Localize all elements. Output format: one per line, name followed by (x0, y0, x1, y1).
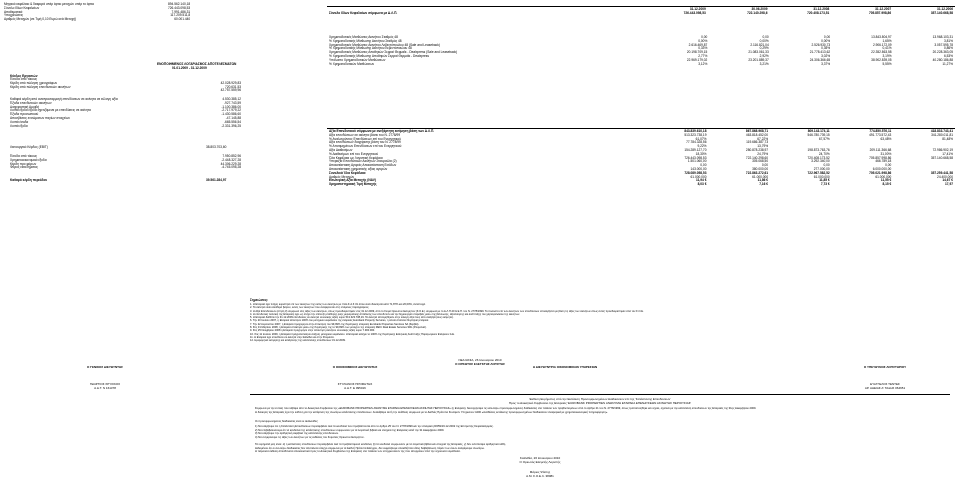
table-row (2, 18, 192, 22)
row-value: 13,79% (757, 144, 769, 149)
row-value: 60.001.440 (174, 17, 191, 22)
right-top-rule (327, 6, 955, 7)
row-value: 42.028.929,83 (220, 80, 241, 85)
report-name: Μάριος Ψάλτης (529, 470, 551, 474)
net-profit-value: 39.561.284,97 (206, 178, 227, 182)
row-value: 280.878.238,97 (745, 147, 769, 152)
row-value: 18,30% (695, 151, 707, 156)
row-value: 720.631,53 (225, 84, 241, 89)
row-value: 867.868.968,71 (745, 129, 769, 133)
row-value: 67,57% (818, 136, 830, 141)
row-value: 720.408.173,51 (807, 10, 830, 15)
row-value: 726.443.098,53 (168, 5, 191, 10)
row-value: 4.530.385,12 (222, 97, 241, 101)
row-label: Αριθμός Μετοχών (329, 174, 355, 179)
net-profit-label: Καθαρό κέρδη περιόδου (10, 178, 48, 182)
row-value: 2,77% (698, 53, 708, 58)
row-value: 8,03 € (697, 182, 707, 187)
row-label: % Αναλογούντος Επενδύσεων επί του Ενεργητικού (329, 136, 401, 141)
row-value: 67,22% (757, 136, 769, 141)
row-value: 61.000.000 (690, 174, 707, 179)
row-value: 0,00 (885, 163, 892, 168)
report-paragraph-1 (255, 407, 945, 414)
row-value: 61.000.000 (813, 174, 830, 179)
report-line: Η διοίκηση της Εταιρείας έχει την ευθύνη για την κατάρτιση της ανωτέρω κατάστασης επενδύσεων. Αναλάβαμε αυτή την ανάθεση σύμφωνα με το Διεθνές Πρότυπο Συναφών Υπηρεσιών 4400 «Αναθέσεις εκτέλεσης προσυμφωνημένων διαδικασιών αναφορικά με χρηματοοικονομική πληροφόρηση». (255, 410, 608, 414)
row-value: 17,41% (942, 151, 953, 156)
row-label: Χρηματοδοτικές Μισθώσεις Ακινήτου Σταθμός 48 (329, 35, 398, 39)
row-value: 11,27% (942, 61, 953, 66)
row-value: 809.143.174,11 (807, 129, 830, 133)
report-line: 1) Να ελέγξουμε ότι η Κατάσταση Επενδύσεων περιλαμβάνει όλα τα κονδύλια που προβλέπονται από το άρθρο 25 του Ν. 2778/1999 και την απόφαση 8/259/19.12.2002 της Επιτροπής Κεφαλαιαγοράς. (255, 425, 494, 428)
table-row (8, 166, 243, 170)
row-value: 20.198.709,15 (686, 50, 708, 55)
report-addressee: Προς το Διοικητικό Συμβούλιο της Εταιρείας 'EUROBANK PROPERTIES ΑΝΩΝΥΜΗ ΕΤΑΙΡΕΙΑ ΕΠΕΝΔΥΣΕΩΝ ΑΚΙΝΗΤΗΣ ΠΕΡΙΟΥΣΙΑΣ' (508, 401, 692, 405)
auditor-heading: Ο ΟΡΚΩΤΟΣ ΕΛΕΓΚΤΗΣ ΛΟΓΙΣΤΗΣ (455, 362, 505, 366)
row-value: 198.873.763,76 (807, 147, 830, 152)
row-value: 24,70% (818, 151, 830, 156)
row-value: 0,00 (823, 163, 830, 168)
row-value: 705.857.998,86 (869, 155, 892, 160)
row-value: 14,67 € (942, 178, 953, 183)
row-value: 119.686.387,73 (746, 140, 769, 145)
note-line: 3. Η Αξία Επενδύσεων (στήλη 3) σύμφωνα στις αξίες των ακινήτων, όπως προσδιορίστηκαν στις 31.12.2009, από το Σώμα Ορκωτών Εκτιμητών (Σ.Ο.Ε.) σύμφωνα με το Δ.Λ.Π.40 & Ε.Π. του Ν. 2778/1999. Το ποσοστό επί των ακινήτων των επενδύσεων υπολογίζεται με βάση τις αξίες των ακινήτων όπως αυτές προσδιορίστηκαν από τον Σ.Ο.Ε. (250, 309, 644, 313)
note-line: 8. Στις 31 Μαρτίου 2008, η Εταιρεία απέκτησε μέσω της θυγατρικής της το 99,99% των μετοχών της εταιρείας REIC Real Estate Services SRL (Ρουμανία). (250, 326, 427, 330)
row-value: 23.201.889,37 (748, 57, 769, 62)
row-label: Χρηματιστηριακή Τιμή Μετοχής (329, 182, 377, 187)
row-label: Σύνολο Ιδίων Κεφαλαίων (4, 5, 40, 10)
note-line: 11. Η Εταιρεία έχει επενδύσει σε ακίνητα στην Ελλάδα και στην Ρουμανία. (250, 335, 335, 339)
row-value: 209.111.366,68 (869, 147, 892, 152)
row-value: 11,55 € (880, 178, 892, 183)
row-value: 305.068,50 (752, 159, 769, 164)
row-value: 277.000,00 (813, 166, 830, 171)
note-line: 4. Η επενδυτική πολιτική της Εταιρείας έχει ως στόχο την επίτευξη σταθερής ροής μερισματικής απόδοσης των επενδυτών και την δημιουργία υπεραξίας μέσω της βελτίωσης, αξιοποίησης και ανάπτυξης του χαρτοφυλακίου της ακινήτων. (250, 312, 520, 316)
row-value: 722.863.272,61 (745, 170, 769, 175)
row-value: 21.778.413,62 (809, 50, 831, 55)
row-value: 3,21% (759, 61, 769, 66)
row-value: 357.140.668,58 (930, 10, 953, 15)
row-value: 0,41% (882, 46, 892, 51)
row-label: % Χρηματοδοτικής Μίσθωσης Ακινήτου Λεβεντόπουλου 48 (329, 46, 412, 51)
row-value: 2.906.172,09 (872, 42, 892, 47)
row-value: 1,65% (882, 38, 892, 43)
report-line: Τα ευρήματά μας είναι: α) η κατάσταση επενδύσεων περιλαμβάνει όλα τα προβλεπόμενα κονδύλια, β) τα κονδύλια συμφωνούν με τα λογιστικά βιβλία και στοιχεία της Εταιρείας, γ) δεν εντοπίσαμε αριθμητικά λάθη. (255, 443, 507, 446)
row-label: Αποσβέσεις ενσώματων παγίων στοιχείων (10, 115, 70, 120)
row-value: 3,02% (821, 53, 831, 58)
row-value: 774.850.576,11 (869, 129, 892, 133)
row-value: 40.280.186,88 (932, 57, 953, 62)
row-label: Υποχρεώσεις (4, 13, 23, 18)
row-value: 0,00 (761, 163, 769, 168)
row-value: -2.331.396,25 (221, 123, 241, 128)
row-label: Μητρικό κεφάλαιο & διαφορά υπέρ άρτιο μετοχών υπέρ το άρτιο (4, 2, 95, 6)
row-value: 2.116.821,04 (750, 42, 769, 47)
row-value: 17,97 (945, 182, 953, 187)
report-accountant: Ο Ορκωτός Ελεγκτής Λογιστής (519, 460, 561, 464)
row-value: -2.717.979,22 (221, 108, 241, 113)
row-value: 7.991.486,31 (171, 9, 191, 14)
row-value: -47.145,88 (225, 115, 241, 120)
row-value: 13.843.804,97 (871, 35, 892, 39)
row-value: 2.616.469,87 (688, 42, 708, 47)
row-label: Εσωτερική Αξία Μετοχής (NAV) (329, 178, 376, 183)
row-label: Διαχειριστική Αμοιβή (10, 104, 40, 109)
leases-table (327, 36, 955, 66)
row-value: 463.818.452,00 (745, 132, 769, 137)
row-label: Υπόλοιπο Χρηματοδοτικών Μισθώσεων (329, 57, 386, 62)
row-value: 546.780.739,15 (807, 132, 830, 137)
row-value: 0,00 (701, 35, 708, 39)
signature-id: ΑΡ. ΑΔΕΙΑΣ Α' ΤΑΞΗΣ 064651 (864, 386, 906, 390)
signature-title: Ο ΟΙΚΟΝΟΜΙΚΟΣ ΔΙΕΥΘΥΝΤΗΣ (332, 365, 378, 369)
report-line: Η παρούσα έκθεση απευθύνεται αποκλειστικά προς το Διοικητικό Συμβούλιο της Εταιρείας στο πλαίσιο των υποχρεώσεών της που απορρέουν από την ισχύουσα νομοθεσία. (255, 450, 461, 454)
row-value: 0,00% (698, 38, 708, 43)
note-line: 12. Ημερομηνία εκτίμησης και κατάρτισης της κατάστασης επενδύσεων 31.12.2009. (250, 339, 346, 343)
row-value: -1.430.586,60 (221, 112, 241, 117)
row-value: 726.443.098,53 (684, 155, 707, 160)
row-value: 72.986.902,19 (932, 147, 953, 152)
left-top-table (2, 3, 192, 22)
row-label: % Χρηματοδοτικής Μίσθωσης Αποθηκών Σερραί Θερμαϊκ - Dealxpress (329, 53, 429, 58)
row-label: Όλα Κεφάλαια ως Λογιστική Κεφάλαια (329, 155, 383, 160)
table-row (327, 183, 955, 187)
row-value: 513.323.738,19 (684, 132, 707, 137)
row-value: 20.228.363,05 (932, 50, 953, 55)
note-line: 6. Την 20 Ιουλίου 2007, η Εταιρεία απέκτησε 100% του μετοχικού κεφαλαίου της εταιρείας Eurobank Property Services, η οποία αποτελεί θυγατρική εταιρεία. (250, 319, 429, 323)
row-label: Σύνολο Ιδίων Κεφαλαίων σύμφωνα με Δ.Λ.Π. (329, 10, 398, 15)
row-label: Αξία Διαθεσίμων (329, 147, 353, 152)
place-date: ΝΕΑ ΙΩΝΙΑ, 26 Ιανουαρίου 2010 (458, 358, 502, 362)
row-label: % Αποτιμημένων Επενδύσεων επί του Ενεργητικού (329, 144, 402, 149)
row-value: 11,86 € (757, 178, 769, 183)
row-value: 44.306.229,28 (220, 161, 241, 166)
row-value: 357.140.668,58 (930, 155, 953, 160)
row-value: 24.306.366,65 (809, 57, 831, 62)
row-label: Χρηματοδοτικές Μισθώσεις Ακινήτου Λεβεντόπουλου 48 (Sale and Leaseback) (329, 42, 440, 47)
ebit-value: 38.803.703,60 (206, 145, 227, 149)
column-header: 31.12.2007 (875, 7, 892, 11)
notes-heading: Σημειώσεις: (250, 298, 269, 302)
row-value: 3,37% (821, 61, 831, 66)
row-value: 6,53% (943, 53, 953, 58)
note-line: 2. Τα ακίνητα είναι ελεύθερα βαρών, εκτός των ακινήτων που αναφέρονται στις επόμενες παραγράφους. (250, 306, 370, 310)
signature-title: Η ΔΙΕΥΘΥΝΤΡΙΑ ΟΙΚΟΝΟΜΙΚΩΝ ΥΠΗΡΕΣΙΩΝ (532, 365, 598, 369)
results-rows-expenses (8, 98, 243, 128)
row-value: 3,19% (882, 53, 892, 58)
row-label: Αποθεματικά (4, 9, 23, 14)
row-value: 7.950.852,96 (222, 154, 241, 158)
row-label: Συνολικά Ίδια Κεφάλαια (329, 170, 366, 175)
row-value: 0,00 (823, 35, 831, 39)
report-line: 4) Να συγκρίνουμε τις αξίες των ακινήτων με τις εκθέσεις του Σώματος Ορκωτών Εκτιμητών. (255, 435, 365, 439)
row-value: 61.000.000 (752, 174, 769, 179)
row-value: 0,00 (762, 35, 769, 39)
row-value: 31,00% (880, 151, 892, 156)
row-label: Κέρδη από πώληση χρεογράφων (10, 80, 58, 85)
row-label: Χρηματοοικονομικά έξοδα (10, 157, 47, 162)
row-value: 22.352.863,58 (871, 50, 892, 55)
row-value: -4.745.095,28 (221, 165, 241, 170)
row-label: Χρηματοδοτικές Μισθώσεις Αποθηκών Σερραί Θερμαϊκ - Dealxpress (Sale and Leaseback) (329, 50, 458, 55)
row-value: 0,00% (821, 38, 831, 43)
row-value: 0,29% (759, 46, 769, 51)
row-value: -1.100.386,00 (221, 104, 241, 109)
row-value: 843.839.610,18 (684, 129, 707, 133)
row-value: 7,16 € (759, 182, 769, 187)
row-label: Καθαρά κέρδη από αναπροσαρμογή επενδύσεων σε ακίνητα σε εύλογη αξία (10, 97, 118, 101)
row-label: % Χρηματοδοτικών Μισθώσεων (329, 61, 375, 66)
row-value: 22.969.179,02 (686, 57, 708, 62)
row-label: Αποκατάσταση χρηματικής αξίας αγορών (329, 166, 388, 171)
results-title: ΕΝΟΠΟΙΗΜΕΝΟΣ ΛΟΓΑΡΙΑΣΜΟΣ ΑΠΟΤΕΛΕΣΜΑΤΩΝ (157, 62, 237, 66)
note-line: 7. Την 22 Αυγούστου 2007, η Εταιρεία προχώρησε στην απόκτηση του 99,99% της θυγατρικής εταιρείας Eurobank Properties Services SA (Σερβία). (250, 322, 420, 326)
row-value: 24,79% (757, 151, 769, 156)
report-title: Έκθεση Ευρήματος από την Εκτέλεση Προσυμφωνημένων Διαδικασιών επί της 'Κατάστασης Επενδύσεων' (529, 397, 671, 401)
row-value: 6.000.000,00 (872, 166, 892, 171)
row-value: 720.408.173,52 (807, 155, 830, 160)
note-line: 1. Η Εταιρεία έχει πλήρη κυριότητα επί των ακινήτων της εκτός των ακινήτων με τίτλο Σ.Α.Σ 31 όπου είναι ιδιοκτησία κατά 71,87% και 20,00%, αντίστοιχα. (250, 303, 426, 306)
report-place-date: Καλλιθέα, 26 Ιανουαρίου 2010 (519, 456, 561, 460)
row-value: 11,94 € (696, 178, 707, 183)
table-row (327, 12, 955, 16)
row-value: 42.757.559,96 (220, 88, 241, 93)
row-value: 143.000,00 (690, 166, 707, 171)
row-value: 9,22% (697, 144, 707, 149)
column-header: 31.12.2006 (937, 7, 953, 11)
ebit-label: Λειτουργικό Κέρδος (EBIT) (10, 145, 48, 149)
column-header: 31.12.2009 (689, 7, 706, 11)
row-label: Κέρδη από πώληση επενδυτικών ακινήτων (10, 84, 71, 89)
row-value: 63,48% (880, 136, 892, 141)
row-value: 38.902.839,05 (871, 57, 892, 62)
row-value: 3.057.595,78 (934, 42, 953, 47)
row-label: % Διαθεσίμων επί του Ενεργητικού (329, 151, 379, 156)
report-line: Σύμφωνα με την εντολή που λάβαμε από το Διοικητικό Συμβούλιο της «EUROBANK PROPERTIES ΑΝΩΝΥΜΗ ΕΤΑΙΡΕΙΑ ΕΠΕΝΔΥΣΕΩΝ ΑΚΙΝΗΤΗΣ ΠΕΡΙΟΥΣΙΑΣ» (η Εταιρεία), διενεργήσαμε τις κατωτέρω προσυμφωνημένες διαδικασίες στο πλαίσιο των προβλεπομένων από το άρθρο 21 του Ν. 2778/1999, όπως τροποποιήθηκε και ισχύει, σχετικά με την κατάσταση επενδύσεων της Εταιρείας της 31ης Δεκεμβρίου 2009. (255, 407, 757, 410)
notes-list (250, 303, 950, 343)
row-value: 13.968.103,31 (932, 35, 953, 39)
row-value: 722.140.298,6 (747, 10, 768, 15)
row-value: 61,07% (695, 136, 707, 141)
results-section-label: Κύκλος Εργασιών (10, 74, 38, 78)
row-value: 21.083.061,33 (748, 50, 769, 55)
note-line: 5. Η Εταιρεία διαθέτει την 31.12.2009 επενδύσεις σε ακίνητα συνολικής αξίας ευρώ 513.323.738,19. Τα ακίνητα αποτιμήθηκαν στην εύλογη αξία τους από ανεξάρτητους εκτιμητές. (250, 316, 454, 320)
row-value: 722.140.298,60 (745, 155, 769, 160)
row-value: -927.743,59 (223, 100, 241, 105)
results-rows-financial (8, 155, 243, 170)
row-value: -665.556,54 (223, 119, 241, 124)
table-row (8, 89, 243, 93)
row-value: 722.967.582,52 (807, 170, 830, 175)
row-value: 0,86% (943, 46, 953, 51)
column-header: 31.12.2008 (813, 7, 830, 11)
row-value: 154.289.127,70 (684, 147, 707, 152)
row-label: Έξοδα επενδυτικών ακινήτων (10, 100, 52, 105)
signature-title: Ο ΓΕΝΙΚΟΣ ΔΙΕΥΘΥΝΤΗΣ (87, 365, 123, 369)
note-line: 9. Στις 25 Νοεμβρίου 2008 η Εταιρεία προχώρησε στην απόκτηση ακινήτου συνολικής αξίας ευρώ 7.900.000. (250, 329, 375, 333)
row-value: 0,33% (698, 46, 708, 51)
row-value: 418.833.743,41 (930, 129, 953, 133)
row-label (8, 89, 197, 93)
row-label: Έσοδα από τόκους (10, 77, 38, 81)
row-value: 61.000.000 (875, 174, 892, 179)
signature-title: Ο ΥΠΕΥΘΥΝΟΣ ΛΟΓΙΣΤΗΡΙΟΥ (863, 365, 907, 369)
row-value: 728.089.058,53 (684, 170, 707, 175)
row-label: Φόρος εισοδήματος (10, 165, 38, 170)
row-value: 11,85 € (819, 178, 830, 183)
row-label: Λοιπά έξοδα (10, 123, 28, 128)
row-value: 0,00% (759, 38, 769, 43)
row-label: Έξοδα προσωπικού (10, 112, 39, 117)
row-label: Αποκατάσταση Αγοράς Αποκατάσταση Εσόδων (329, 163, 397, 168)
row-value: 3,12% (698, 61, 708, 66)
row-value: 3,81% (943, 38, 953, 43)
row-value: 0,35% (821, 46, 831, 51)
row-value: 2,92% (759, 53, 769, 58)
row-label: Αριθμός Μετοχών (σε Τιμή 0,10 Ευρώ ανά Μετοχή) (4, 17, 77, 22)
row-value: 705.857.998,86 (868, 10, 892, 15)
row-value: 0,00 (700, 163, 707, 168)
row-label: Αξία επενδύσεων σε ακίνητα βάσει του Ν. 2778/99 (329, 132, 401, 137)
signature-id: Α.Δ.Τ. Ν 161378 (94, 386, 116, 390)
row-value: 380.000,00 (752, 166, 769, 171)
row-value: 466.789,18 (875, 159, 892, 164)
row-value: 77.784.328,56 (686, 140, 707, 145)
signature-name: ΕΥΑΓΓΕΛΟΣ ΤΕΝΤΕΣ (870, 382, 900, 386)
signature-name: ΣΤΥΛΙΑΝΟΣ ΠΡΟΦΗΤΗΣ (337, 382, 373, 386)
investments-table (327, 130, 955, 187)
nav-summary-table (327, 8, 955, 16)
results-rows-revenue (8, 78, 243, 93)
row-value: 3.292.340,00 (811, 159, 830, 164)
row-label: Έσοδα από τόκους (10, 154, 38, 158)
row-label: Λοιπά έσοδα (10, 119, 29, 124)
report-rule (250, 394, 950, 395)
row-value: 81,48% (942, 136, 953, 141)
note-line: 10. Στις 11 Ιουνίου 2009, η Εταιρεία πραγματοποίησε αύξηση μετοχικού κεφαλαίου. Η Εταιρεία κατέχει το 100% της θυγατρικής Ελληνικές Ανάπτυξης Παραγωγικών Εταιρειών Α.Ε. (250, 332, 455, 336)
signature-name: ΓΕΩΡΓΙΟΣ ΧΡΥΣΙΚΟΣ (89, 382, 121, 386)
row-label: Υπεραξία Επενδυτικών Ακινήτων Σταυρούλα (2) (329, 159, 397, 164)
row-value: 117.209.511,8 (170, 13, 191, 18)
row-value: 2.526.930,73 (811, 42, 831, 47)
left-top-summary (2, 3, 242, 22)
row-value: 5,55% (882, 61, 892, 66)
row-value: 24.400.000 (937, 174, 953, 179)
row-value: 726.443.098,53 (683, 10, 706, 15)
row-value: 7,73 € (820, 182, 830, 187)
table-row (8, 125, 243, 129)
row-label: Κέρδη προ φόρων (10, 161, 37, 166)
results-period: 01.01.2009 - 31.12.2009 (172, 66, 207, 70)
row-value: 491.773.572,43 (869, 132, 892, 137)
signature-id: Α.Δ.Τ. Ε 095016 (344, 386, 366, 390)
row-value: -2.448.327,28 (221, 157, 241, 162)
table-row (327, 63, 955, 67)
report-line: 3) Να ελέγξουμε την αριθμητική ακρίβεια της κατάστασης επενδύσεων. (255, 432, 339, 436)
row-label: % Χρηματοδοτικής Μίσθωσης Ακινήτου Σταθμός 48 (329, 38, 402, 43)
row-label: Λοιπά έξοδα έξοδα σχετιζόμενα με επενδύσεις σε ακίνητα (10, 108, 91, 113)
row-value: 705.021.998,86 (869, 170, 892, 175)
row-label: Αξία επενδύσεων διαχείρισης βάση του Ν. 2778/99 (329, 140, 401, 145)
report-line: Δεδομένου ότι οι ανωτέρω διαδικασίες δεν αποτελούν έλεγχο σύμφωνα με τα Διεθνή Πρότυπα Ελέγχου, δεν εκφράζουμε οποιαδήποτε άλλη διαβεβαίωση πέραν των όσων αναφέρουμε ανωτέρω. (255, 446, 485, 450)
row-label: Αξία Επενδυτικού σύμφωνα με ανεξάρτητη εκτίμηση βάση των Δ.Λ.Π. (329, 129, 435, 133)
row-value: 341.280.011,81 (931, 132, 953, 137)
row-value: 1.501.060,00 (687, 159, 707, 164)
report-line: 2) Να επιβεβαιώσουμε ότι τα κονδύλια της κατάστασης επενδύσεων συμφωνούν με τα λογιστικά βιβλία και στοιχεία της Εταιρείας κατά την 31 Δεκεμβρίου 2009. (255, 428, 445, 432)
row-value: 8,15 € (882, 182, 892, 187)
report-am: Α.Μ. Σ.Ο.Ε.Λ. 38081 (526, 474, 554, 478)
row-value: 894.562.140,18 (168, 2, 191, 6)
report-procedures (255, 425, 945, 439)
row-value: 357.259.441,58 (930, 170, 953, 175)
procedures-heading: Οι προσυμφωνημένες διαδικασίες είναι οι ακόλουθες: (255, 420, 319, 423)
report-findings (255, 443, 945, 454)
column-header: 30.06.2009 (751, 7, 768, 11)
